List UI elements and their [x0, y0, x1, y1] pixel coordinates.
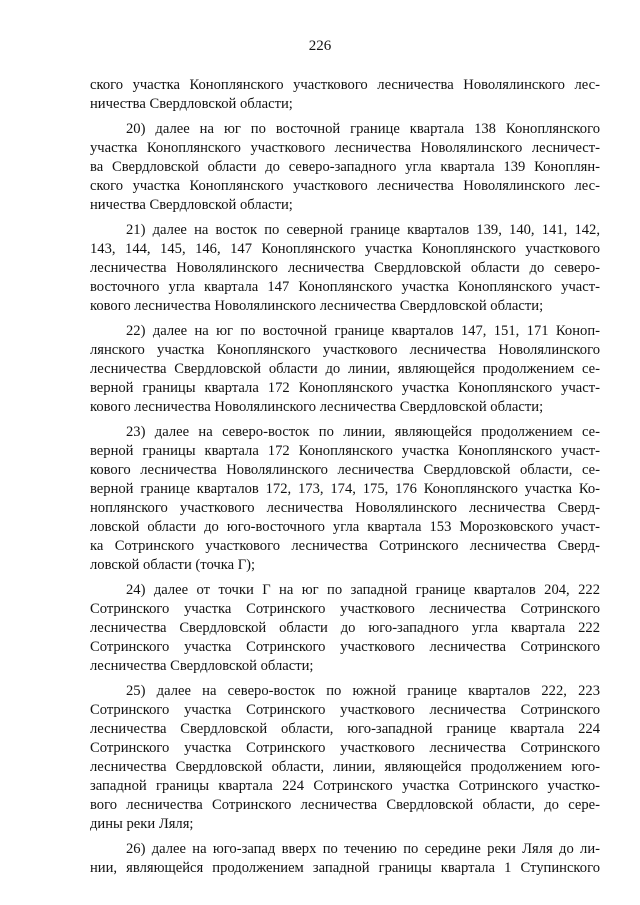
- text-line: ловской области до юго-восточного угла квартала 153 Морозковского участ-: [90, 519, 600, 535]
- text-line: 23) далее на северо-восток по линии, являющейся продолжением се-: [126, 424, 600, 440]
- text-line: Сотринского участка Сотринского участкового лесничества Сотринского: [90, 639, 600, 655]
- text-line: 143, 144, 145, 146, 147 Коноплянского участка Коноплянского участкового: [90, 241, 600, 257]
- paragraph: [90, 120, 600, 215]
- text-line: 24) далее от точки Г на юг по западной границе кварталов 204, 222: [126, 582, 600, 598]
- text-line: лесничества Свердловской области, юго-западной границе квартала 224: [90, 721, 600, 737]
- text-line: восточного угла квартала 147 Коноплянского участка Коноплянского участ-: [90, 279, 600, 295]
- text-line: вого лесничества Сотринского лесничества Свердловской области, до сере-: [90, 797, 600, 813]
- document-body: [90, 76, 600, 884]
- text-line: 26) далее на юго-запад вверх по течению по середине реки Ляля до ли-: [126, 841, 600, 857]
- text-line: ва Свердловской области до северо-западного угла квартала 139 Коноплян-: [90, 159, 600, 175]
- text-line: кового лесничества Новолялинского лесничества Свердловской области;: [90, 399, 544, 415]
- paragraph: [90, 76, 600, 114]
- text-line: лесничества Свердловской области;: [90, 658, 314, 674]
- text-line: участка Коноплянского участкового лесничества Новолялинского лесничест-: [90, 140, 600, 156]
- paragraph: [90, 840, 600, 878]
- text-line: ского участка Коноплянского участкового лесничества Новолялинского лес-: [90, 77, 600, 93]
- text-line: лесничества Свердловской области до юго-западного угла квартала 222: [90, 620, 600, 636]
- paragraph: [90, 322, 600, 417]
- text-line: лесничества Свердловской области, линии, являющейся продолжением юго-: [90, 759, 600, 775]
- text-line: дины реки Ляля;: [90, 816, 194, 832]
- text-line: Сотринского участка Сотринского участкового лесничества Сотринского: [90, 702, 600, 718]
- text-line: ловской области (точка Г);: [90, 557, 256, 573]
- text-line: ноплянского участкового лесничества Новолялинского лесничества Сверд-: [90, 500, 600, 516]
- text-line: 20) далее на юг по восточной границе квартала 138 Коноплянского: [126, 121, 600, 137]
- text-line: кового лесничества Новолялинского лесничества Свердловской области;: [90, 298, 544, 314]
- text-line: верной границы квартала 172 Коноплянского участка Коноплянского участ-: [90, 380, 600, 396]
- text-line: верной границе кварталов 172, 173, 174, 175, 176 Коноплянского участка Ко-: [90, 481, 600, 497]
- text-line: ка Сотринского участкового лесничества Сотринского лесничества Сверд-: [90, 538, 600, 554]
- text-line: 22) далее на юг по восточной границе кварталов 147, 151, 171 Коноп-: [126, 323, 600, 339]
- text-line: западной границы квартала 224 Сотринского участка Сотринского участко-: [90, 778, 600, 794]
- paragraph: [90, 682, 600, 834]
- text-line: кового лесничества Новолялинского лесничества Свердловской области, се-: [90, 462, 600, 478]
- paragraph: [90, 581, 600, 676]
- text-line: ничества Свердловской области;: [90, 96, 293, 112]
- page-number: 226: [308, 38, 332, 54]
- text-line: Сотринского участка Сотринского участкового лесничества Сотринского: [90, 601, 600, 617]
- text-line: 25) далее на северо-восток по южной границе кварталов 222, 223: [126, 683, 600, 699]
- text-line: Сотринского участка Сотринского участкового лесничества Сотринского: [90, 740, 600, 756]
- text-line: верной границы квартала 172 Коноплянского участка Коноплянского участ-: [90, 443, 600, 459]
- text-line: 21) далее на восток по северной границе кварталов 139, 140, 141, 142,: [126, 222, 600, 238]
- text-line: нии, являющейся продолжением западной границы квартала 1 Ступинского: [90, 860, 600, 876]
- text-line: ничества Свердловской области;: [90, 197, 293, 213]
- paragraph: [90, 423, 600, 575]
- paragraph: [90, 221, 600, 316]
- text-line: ского участка Коноплянского участкового лесничества Новолялинского лес-: [90, 178, 600, 194]
- text-line: лесничества Новолялинского лесничества Свердловской области до северо-: [90, 260, 600, 276]
- text-line: лесничества Свердловской области до линии, являющейся продолжением се-: [90, 361, 600, 377]
- text-line: лянского участка Коноплянского участкового лесничества Новолялинского: [90, 342, 600, 358]
